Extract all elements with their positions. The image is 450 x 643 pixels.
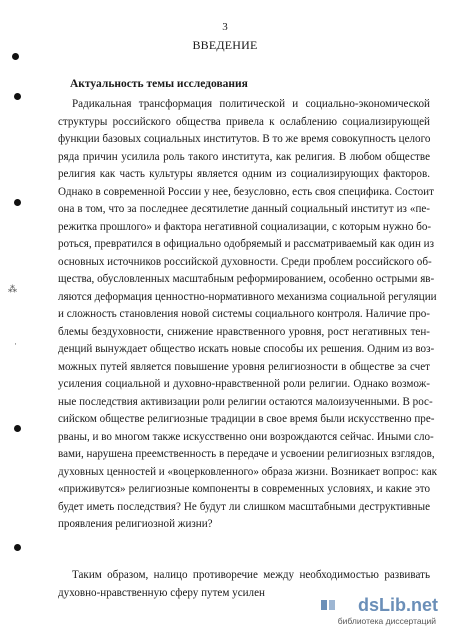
text-line: ляются деформация ценностно-нормативного механизма социальной регуляции [58, 290, 437, 303]
watermark [320, 595, 438, 629]
text-line: усиления социальной и духовно-нравственной роли религии. Однако возмож- [58, 378, 430, 390]
text-line: духовно-нравственную сферу путем усилен [58, 586, 265, 599]
watermark-domain: dsLib.net [358, 595, 438, 615]
text-line: она в том, что за последнее десятилетие данный социальный институт из «пе- [58, 203, 430, 215]
scan-speck: ⁂ [8, 284, 17, 294]
text-line: «приживутся» религиозные компоненты в современных условиях, и какие это [58, 483, 430, 495]
section-title: Актуальность темы исследования [70, 78, 248, 90]
text-line: Таким образом, налицо противоречие между необходимостью развивать [72, 569, 430, 581]
text-line: денций вынуждает общество искать новые способы их решения. Одним из воз- [58, 343, 435, 355]
binding-hole [14, 93, 21, 100]
text-line: ряда причин усилила роль такого института, как религия. В любом обществе [58, 150, 430, 163]
text-line: вами, нарушена преемственность в передаче и усвоении религиозных взглядов, [58, 448, 435, 460]
text-line: рваны, и во многом также искусственно они возрождаются сейчас. Иными сло- [58, 430, 434, 443]
binding-hole [14, 544, 21, 551]
text-line: и сложность становления новой системы социального контроля. Наличие про- [58, 308, 430, 320]
text-line: Радикальная трансформация политической и социально-экономической [72, 98, 430, 110]
text-line: основных источников российской духовности. Среди проблем российского об- [58, 255, 432, 268]
text-line: режитка прошлого» и фактора негативной социализации, с которым нужно бо- [58, 220, 432, 233]
text-line: будет иметь последствия? Не будут ли слишком масштабными деструктивные [58, 500, 430, 513]
binding-hole [14, 199, 21, 206]
text-line: щества, обусловленных масштабным реформированием, особенно острыми яв- [58, 273, 435, 285]
document-heading: ВВЕДЕНИЕ [192, 38, 258, 52]
text-line: функции базовых социальных институтов. В то же время совокупность целого [58, 133, 431, 145]
text-line: структуры российского общества привела к ослаблению социализирующей [58, 115, 430, 128]
text-line: блемы бездуховности, снижение нравственного уровня, рост негативных тен- [58, 325, 430, 338]
text-line: проявления религиозной жизни? [58, 518, 213, 530]
text-line: религия как часть культуры является одним из социализирующих факторов. [58, 168, 430, 180]
text-line: Однако в современной России у нее, безусловно, есть своя специфика. Состоит [58, 185, 434, 198]
paragraph-1 [58, 96, 438, 534]
watermark-caption: библиотека диссертаций [337, 616, 436, 626]
text-line: ные последствия активизации роли религии остаются малоизученными. В рос- [58, 395, 433, 408]
text-line: роться, превратился в официально одобряемый и рассматриваемый как один из [58, 238, 434, 250]
scan-speck: · [14, 339, 17, 349]
text-line: духовных ценностей и «воцерковленного» образа жизни. Возникает вопрос: как [58, 465, 438, 478]
page-number: 3 [222, 21, 228, 33]
binding-hole [12, 53, 19, 60]
text-line: сийском обществе религиозные традиции в свое время были искусственно пре- [58, 413, 435, 425]
book-logo-icon [320, 597, 336, 613]
text-line: можных путей является повышение уровня религиозности в обществе за счет [58, 360, 430, 373]
binding-hole [14, 425, 21, 432]
